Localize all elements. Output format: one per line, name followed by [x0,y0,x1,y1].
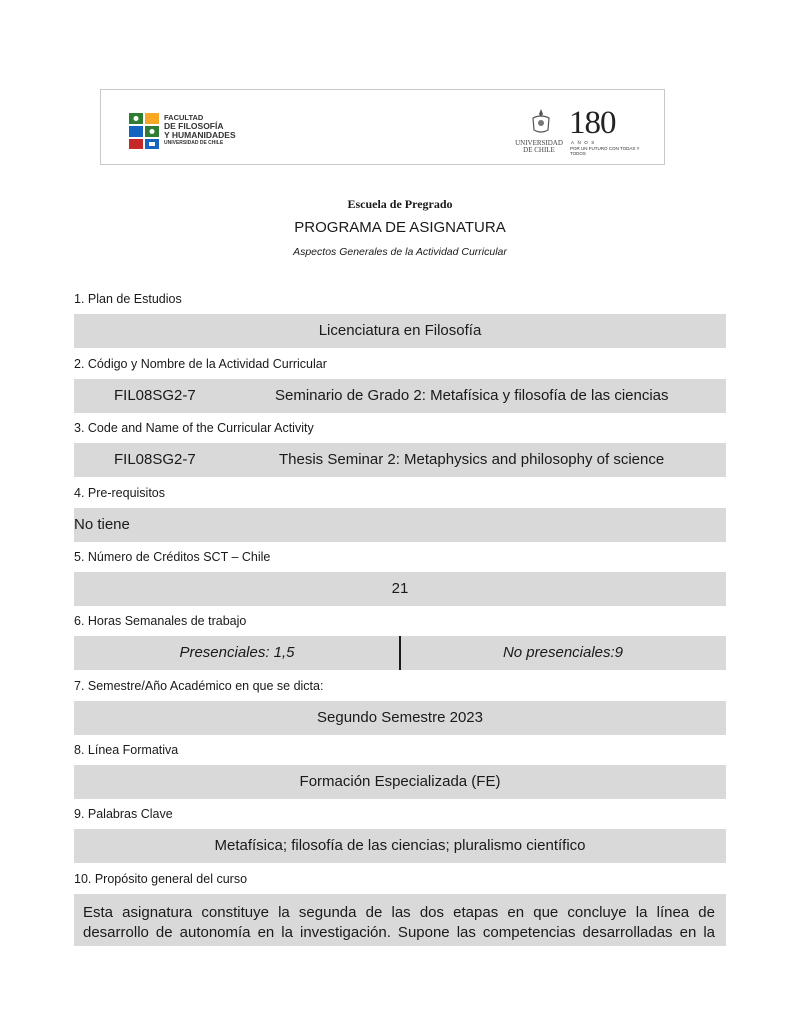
anniversary-word: AÑOS [571,140,598,145]
document-subtitle: Aspectos Generales de la Actividad Curricular [293,246,507,258]
faculty-logo [128,112,248,152]
code-value-box [74,443,726,477]
semestre-label: 7. Semestre/Año Académico en que se dicta: [74,679,324,693]
uchile-line2: DE CHILE [523,146,555,154]
palabras-label: 9. Palabras Clave [74,807,173,821]
prereq-value: No tiene [74,516,130,533]
anniversary-number: 180 [569,105,616,141]
semestre-value-box [74,701,726,735]
semestre-value: Segundo Semestre 2023 [317,709,483,726]
plan-value: Licenciatura en Filosofía [318,322,482,339]
plan-value-box [74,314,726,348]
proposito-line1: Esta asignatura constituye la segunda de las dos etapas en que concluye la línea de [83,904,715,921]
linea-label: 8. Línea Formativa [74,743,179,757]
code-label: 3. Code and Name of the Curricular Activity [74,421,314,435]
linea-value: Formación Especializada (FE) [299,773,501,790]
codigo-code: FIL08SG2-7 [114,387,196,404]
document-title: PROGRAMA DE ASIGNATURA [294,219,506,236]
palabras-value: Metafísica; filosofía de las ciencias; pluralismo científico [214,837,586,854]
creditos-label: 5. Número de Créditos SCT – Chile [74,550,271,564]
uchile-emblem-icon [529,108,553,134]
proposito-label: 10. Propósito general del curso [74,872,248,886]
prereq-label: 4. Pre-requisitos [74,486,166,500]
school-heading: Escuela de Pregrado [347,197,453,211]
creditos-value-box [74,572,726,606]
horas-no-presenciales: No presenciales:9 [502,644,624,661]
uchile-180-logo [509,105,659,158]
creditos-value: 21 [391,580,409,597]
code-code: FIL08SG2-7 [114,451,196,468]
faculty-line1: FACULTAD [164,113,204,122]
horas-presenciales: Presenciales: 1,5 [179,644,295,661]
faculty-line4: UNIVERSIDAD DE CHILE [164,140,224,146]
code-name: Thesis Seminar 2: Metaphysics and philosophy of science [279,451,665,468]
anniversary-tagline: POR UN FUTURO CON TODAS Y TODOS [570,146,640,156]
palabras-value-box [74,829,726,863]
linea-value-box [74,765,726,799]
faculty-line2: DE FILOSOFÍA [164,121,224,131]
prereq-value-box [74,508,726,542]
horas-value-box [74,636,726,670]
proposito-line2: desarrollo de autonomía en la investigación. Supone las competencias desarrolladas en la [83,924,715,941]
uchile-line1: UNIVERSIDAD [515,139,563,147]
faculty-line3: Y HUMANIDADES [164,130,236,140]
header-logos [100,89,665,165]
plan-label: 1. Plan de Estudios [74,292,182,306]
proposito-text-box [74,894,726,946]
faculty-crest-icon [128,112,160,150]
horas-label: 6. Horas Semanales de trabajo [74,614,247,628]
codigo-label: 2. Código y Nombre de la Actividad Curricular [74,357,327,371]
codigo-name: Seminario de Grado 2: Metafísica y filosofía de las ciencias [275,387,669,404]
codigo-value-box [74,379,726,413]
